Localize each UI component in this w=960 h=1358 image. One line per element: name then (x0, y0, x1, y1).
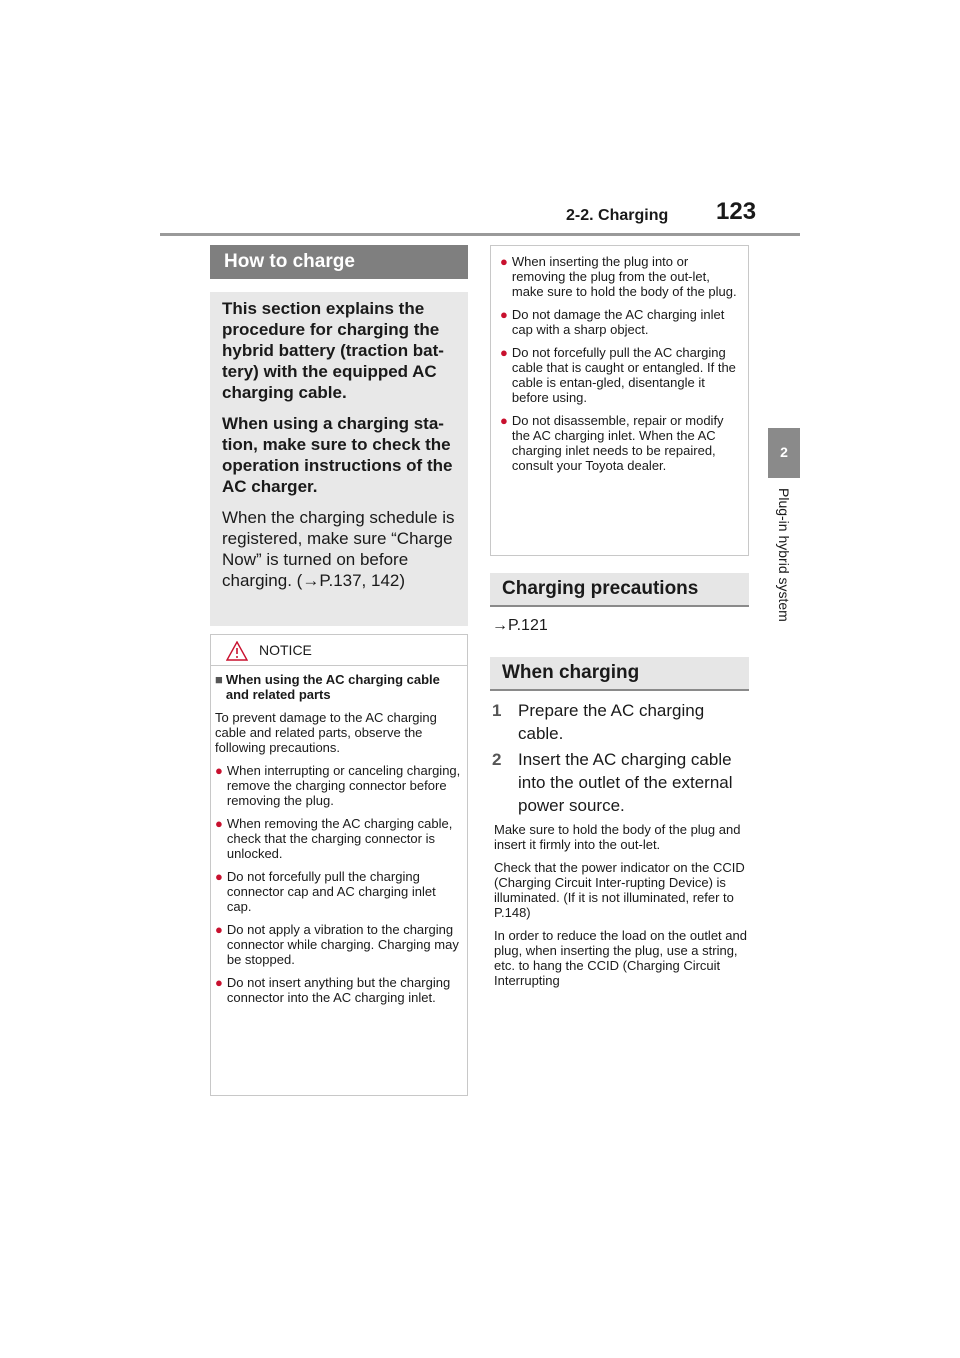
header-rule (160, 233, 800, 236)
square-bullet-icon: ■ (215, 672, 223, 687)
notice-item: ● Do not insert anything but the charging connector into the AC charging inlet. (215, 975, 451, 1005)
step-text: Insert the AC charging cable into the outlet of the external power source. (518, 750, 733, 815)
notice-intro: To prevent damage to the AC charging cable and related parts, observe the following precautions. (215, 710, 437, 755)
bullet-icon: ● (215, 816, 223, 831)
notice-item: ● When inserting the plug into or removing the plug from the out-let, make sure to hold the body of the plug. (500, 254, 737, 299)
notice-header (211, 635, 467, 666)
step-number: 2 (492, 750, 502, 769)
notice-item: ● When removing the AC charging cable, check that the charging connector is unlocked. (215, 816, 453, 861)
intro-para-2: When using a charging sta-tion, make sure to check the operation instructions of the AC charger. (222, 414, 453, 496)
notice-subheading (215, 672, 463, 702)
intro-para-1: This section explains the procedure for charging the hybrid battery (traction bat-tery) with the equipped AC charging cable. (222, 299, 444, 402)
bullet-icon: ● (500, 254, 508, 269)
body-para-3: In order to reduce the load on the outlet and plug, when inserting the plug, use a string, etc. to hang the CCID (Charging Circuit Interrupting (494, 928, 747, 988)
step-text: Prepare the AC charging cable. (518, 701, 705, 743)
notice-item: ● Do not forcefully pull the charging connector cap and AC charging inlet cap. (215, 869, 436, 914)
notice-continued-box (490, 245, 749, 556)
notice-item: ● Do not forcefully pull the AC charging cable that is caught or entangled. If the cable is entan-gled, disentangle it before using. (500, 345, 736, 405)
page-reference-link[interactable]: →P.121 (492, 617, 548, 634)
notice-item: ● Do not disassemble, repair or modify the AC charging inlet. When the AC charging inlet needs to be repaired, consult your Toyota dealer. (500, 413, 724, 473)
bullet-icon: ● (500, 345, 508, 360)
when-charging-body (494, 822, 750, 996)
notice-box (210, 634, 468, 1096)
charging-precautions-heading (490, 573, 749, 607)
intro-box (210, 292, 468, 626)
intro-para-3: When the charging schedule is registered, make sure “Charge Now” is turned on before charging. (→P.137, 142) (222, 508, 455, 590)
notice-subheading-text: When using the AC charging cable and related parts (225, 672, 440, 702)
body-para-1: Make sure to hold the body of the plug and insert it firmly into the out-let. (494, 822, 741, 852)
section-title: 2-2. Charging (566, 207, 669, 224)
bullet-icon: ● (215, 869, 223, 884)
notice-item: ● Do not damage the AC charging inlet cap with a sharp object. (500, 307, 725, 337)
notice-item: ● When interrupting or canceling charging, remove the charging connector before removing the plug. (215, 763, 461, 808)
charging-precautions-heading-text: Charging precautions (502, 578, 699, 599)
how-to-charge-heading (210, 245, 468, 279)
step-1 (492, 699, 748, 745)
when-charging-heading-text: When charging (502, 662, 640, 683)
bullet-icon: ● (500, 307, 508, 322)
bullet-icon: ● (215, 763, 223, 778)
when-charging-heading (490, 657, 749, 691)
bullet-icon: ● (215, 975, 223, 990)
notice-label: NOTICE (259, 642, 312, 658)
warning-triangle-icon (226, 641, 248, 661)
notice-item: ● Do not apply a vibration to the charging connector while charging. Charging may be stopped. (215, 922, 459, 967)
page-number: 123 (716, 198, 757, 225)
bullet-icon: ● (500, 413, 508, 428)
bullet-icon: ● (215, 922, 223, 937)
step-2 (492, 748, 748, 817)
body-para-2: Check that the power indicator on the CCID (Charging Circuit Inter-rupting Device) is illuminated. (If it is not illuminated, refer to P.148) (494, 860, 745, 920)
how-to-charge-heading-text: How to charge (224, 251, 355, 272)
chapter-title-wrap (768, 488, 800, 668)
step-number: 1 (492, 701, 502, 720)
chapter-title: Plug-in hybrid system (776, 488, 792, 622)
chapter-number: 2 (780, 444, 788, 460)
